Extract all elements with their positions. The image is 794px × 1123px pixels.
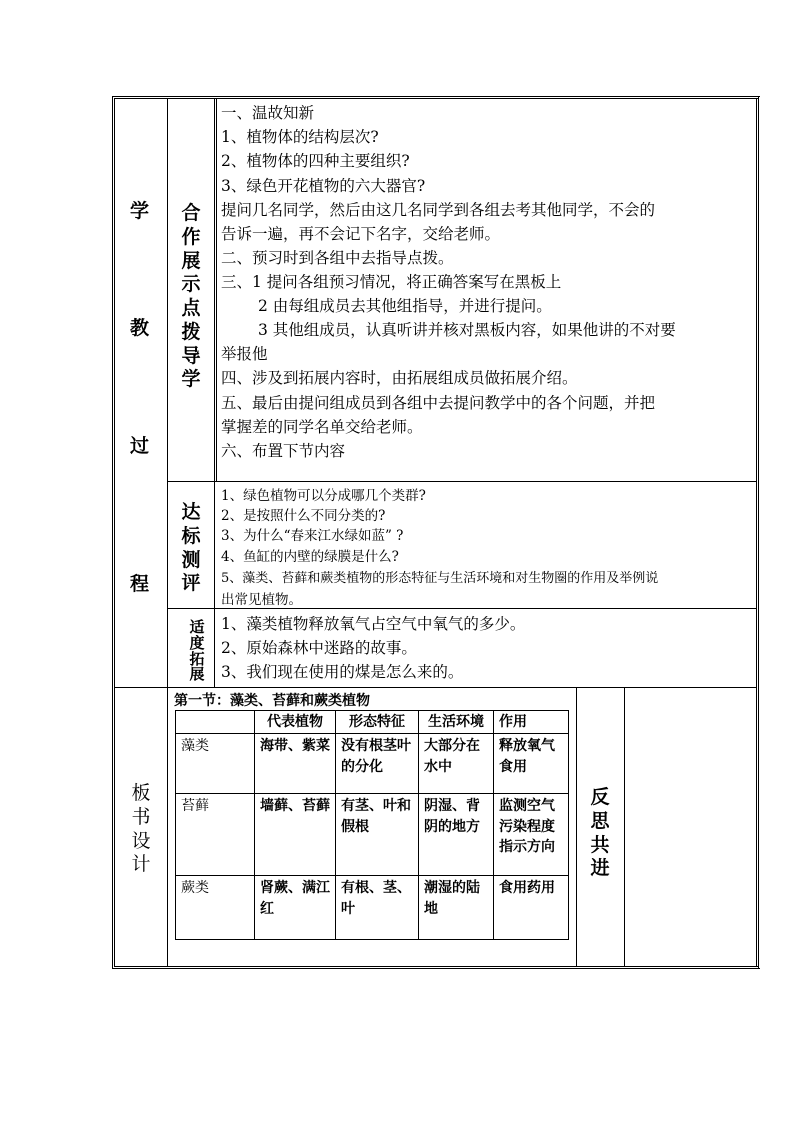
- board-header-cell: [176, 711, 255, 734]
- extend-line: 1、藻类植物释放氧气占空气中氧气的多少。: [221, 615, 526, 633]
- guide-line: 2、植物体的四种主要组织?: [221, 152, 410, 170]
- board-cell: 蕨类: [176, 876, 255, 940]
- label-char: 拨: [181, 320, 201, 343]
- label-char: 反: [590, 786, 610, 808]
- reflection-label: [583, 786, 617, 881]
- board-header-cell: 形态特征: [336, 711, 419, 734]
- guide-line: 3、绿色开花植物的六大器官?: [221, 177, 426, 195]
- process-char: 学: [130, 200, 150, 222]
- label-char: 示: [181, 273, 201, 296]
- process-char: 过: [130, 435, 150, 457]
- guide-line: 2 由每组成员去其他组指导，并进行提问。: [258, 297, 552, 315]
- board-cell: 苔藓: [176, 794, 255, 876]
- board-cell: 墙藓、苔藓: [255, 794, 336, 876]
- label-char: 展: [189, 665, 205, 684]
- board-header-row: [176, 711, 569, 734]
- label-char: 导: [181, 344, 201, 367]
- board-cell: 有茎、叶和假根: [336, 794, 419, 876]
- label-char: 拓: [189, 649, 205, 668]
- label-char: 度: [189, 633, 205, 652]
- label-char: 评: [181, 572, 201, 595]
- extend-line: 3、我们现在使用的煤是怎么来的。: [221, 663, 464, 681]
- label-char: 设: [131, 829, 151, 852]
- board-cell: 藻类: [176, 734, 255, 794]
- label-char: 思: [590, 809, 610, 832]
- test-line: 1、绿色植物可以分成哪几个类群?: [221, 488, 426, 504]
- label-char: 板: [131, 782, 151, 804]
- label-char: 达: [181, 501, 201, 523]
- guide-line: 举报他: [221, 345, 268, 363]
- board-header-cell: 生活环境: [419, 711, 494, 734]
- guide-line: 五、最后由提问组成员到各组中去提问教学中的各个问题，并把: [221, 394, 656, 412]
- board-title: 第一节：藻类、苔藓和蕨类植物: [174, 693, 370, 709]
- board-cell: 大部分在水中: [419, 734, 494, 794]
- test-line: 3、为什么“春来江水绿如蓝” ?: [221, 528, 404, 544]
- process-char: 程: [130, 573, 150, 595]
- test-line: 4、鱼缸的内壁的绿膜是什么?: [221, 549, 399, 565]
- board-cell: 肾蕨、满江红: [255, 876, 336, 940]
- test-line: 5、藻类、苔藓和蕨类植物的形态特征与生活环境和对生物圈的作用及举例说: [221, 571, 659, 586]
- label-char: 学: [181, 368, 201, 391]
- label-char: 展: [181, 249, 201, 272]
- board-cell: 潮湿的陆地: [419, 876, 494, 940]
- board-cell: 释放氧气食用: [494, 734, 569, 794]
- board-cell: 监测空气污染程度指示方向: [494, 794, 569, 876]
- guide-line: 3 其他组成员，认真听讲并核对黑板内容，如果他讲的不对要: [258, 321, 676, 339]
- test-section-label: [174, 501, 208, 596]
- guide-line: 一、温故知新: [221, 104, 315, 122]
- process-char: 教: [130, 317, 150, 339]
- board-header-cell: 代表植物: [255, 711, 336, 734]
- board-cell: 阴湿、背阴的地方: [419, 794, 494, 876]
- guide-line: 六、布置下节内容: [221, 442, 346, 460]
- table-row: [176, 876, 569, 940]
- label-char: 计: [131, 853, 151, 876]
- guide-section-label: [174, 202, 208, 392]
- label-char: 标: [181, 524, 201, 547]
- label-char: 书: [131, 805, 151, 828]
- label-char: 点: [181, 297, 201, 319]
- extend-line: 2、原始森林中迷路的故事。: [221, 639, 417, 657]
- guide-line: 掌握差的同学名单交给老师。: [221, 418, 423, 436]
- label-char: 适: [189, 618, 205, 636]
- label-char: 进: [590, 857, 610, 880]
- guide-line: 告诉一遍，再不会记下名字，交给老师。: [221, 225, 501, 243]
- guide-line: 三、1 提问各组预习情况，将正确答案写在黑板上: [221, 273, 562, 291]
- row-label-board: [124, 782, 158, 877]
- board-header-cell: 作用: [494, 711, 569, 734]
- label-char: 合: [181, 202, 201, 224]
- test-line: 出常见植物。: [221, 592, 302, 608]
- board-table: [175, 710, 569, 940]
- guide-line: 1、植物体的结构层次?: [221, 128, 379, 146]
- board-cell: 食用药用: [494, 876, 569, 940]
- board-cell: 没有根茎叶的分化: [336, 734, 419, 794]
- guide-line: 四、涉及到拓展内容时，由拓展组成员做拓展介绍。: [221, 369, 578, 387]
- label-char: 共: [590, 833, 610, 856]
- board-cell: 海带、紫菜: [255, 734, 336, 794]
- board-cell: 有根、茎、叶: [336, 876, 419, 940]
- test-line: 2、是按照什么不同分类的?: [221, 508, 386, 524]
- label-char: 作: [181, 225, 201, 248]
- table-row: [176, 794, 569, 876]
- table-row: [176, 734, 569, 794]
- extend-section-label: [180, 620, 214, 683]
- guide-line: 二、预习时到各组中去指导点拨。: [221, 249, 454, 267]
- label-char: 测: [181, 548, 201, 571]
- guide-line: 提问几名同学，然后由这几名同学到各组去考其他同学，不会的: [221, 201, 656, 219]
